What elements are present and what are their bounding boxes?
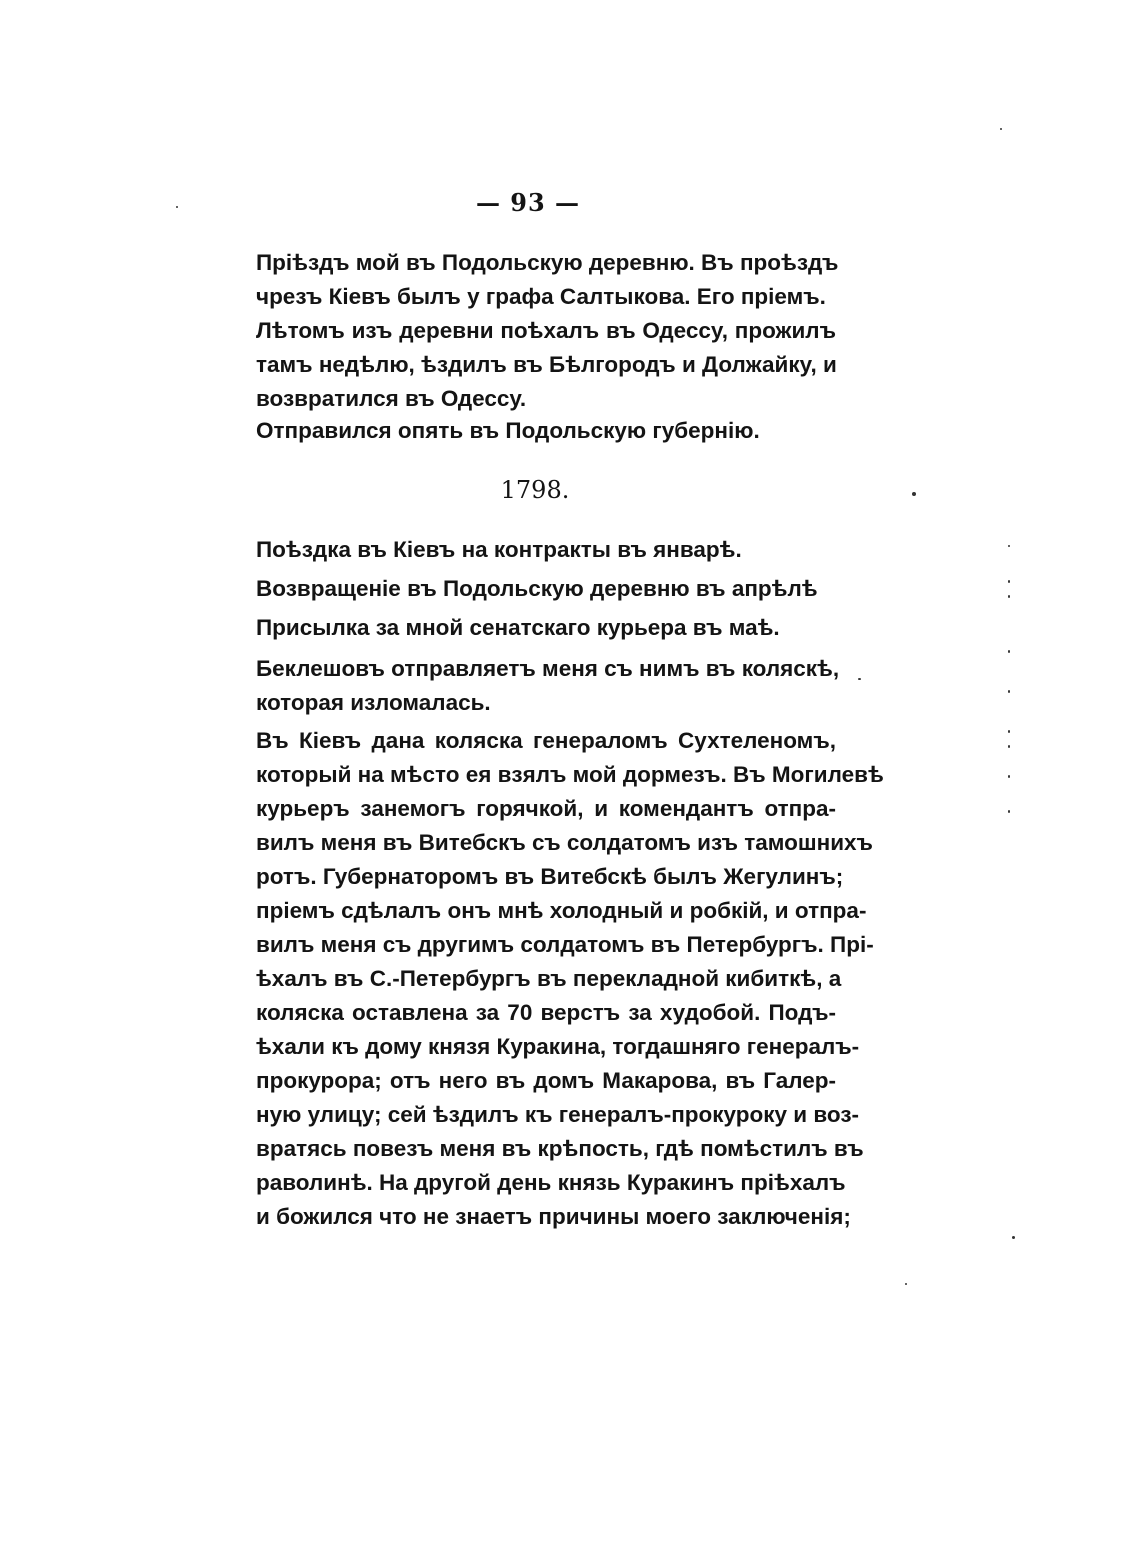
text-line: курьеръ занемогъ горячкой, и комендантъ отпра- <box>256 796 836 821</box>
text-line: ѣхалъ въ С.-Петербургъ въ перекладной кибиткѣ, а <box>256 966 842 991</box>
text-line: ротъ. Губернаторомъ въ Витебскѣ былъ Жегулинъ; <box>256 864 844 889</box>
text-line: чрезъ Кіевъ былъ у графа Салтыкова. Его пріемъ. <box>256 284 826 309</box>
text-line: Возвращеніе въ Подольскую деревню въ апрѣлѣ <box>256 576 818 601</box>
text-line: вилъ меня въ Витебскъ съ солдатомъ изъ тамошнихъ <box>256 830 873 855</box>
text-line: Отправился опять въ Подольскую губернію. <box>256 418 760 443</box>
scan-speck <box>1008 650 1010 653</box>
year-heading: 1798. <box>500 476 570 504</box>
text-line: Лѣтомъ изъ деревни поѣхалъ въ Одессу, прожилъ <box>256 318 836 343</box>
text-line: возвратился въ Одессу. <box>256 386 527 411</box>
text-line: прокурора; отъ него въ домъ Макарова, въ Галер- <box>256 1068 836 1093</box>
text-line: вратясь повезъ меня въ крѣпость, гдѣ помѣстилъ въ <box>256 1136 864 1161</box>
text-line: Поѣздка въ Кіевъ на контракты въ январѣ. <box>256 537 742 562</box>
text-line: ѣхали къ дому князя Куракина, тогдашняго генералъ- <box>256 1034 860 1059</box>
scan-speck <box>1008 580 1010 583</box>
text-line: тамъ недѣлю, ѣздилъ въ Бѣлгородъ и Должайку, и <box>256 352 837 377</box>
text-line: Беклешовъ отправляетъ меня съ нимъ въ коляскѣ, <box>256 656 840 681</box>
scan-speck <box>1008 730 1010 733</box>
scan-speck <box>912 492 916 496</box>
paragraph-podolsk-return <box>256 414 836 448</box>
text-line: коляска оставлена за 70 верстъ за худобой. Подъ- <box>256 1000 836 1025</box>
paragraph-beklešov <box>256 652 840 720</box>
text-line: который на мѣсто ея взялъ мой дормезъ. Въ Могилевѣ <box>256 762 884 787</box>
scan-speck <box>1008 810 1010 813</box>
paragraph-courier <box>256 611 836 645</box>
text-line: Въ Кіевъ дана коляска генераломъ Сухтеленомъ, <box>256 728 836 753</box>
paragraph-return-april <box>256 572 836 606</box>
paragraph-arrival <box>256 246 839 314</box>
scan-speck <box>1008 545 1010 547</box>
scan-speck <box>1008 745 1010 748</box>
text-line: пріемъ сдѣлалъ онъ мнѣ холодный и робкій, и отпра- <box>256 898 867 923</box>
page-number: — 93 — <box>475 188 581 217</box>
scan-speck <box>1008 595 1010 598</box>
text-line: ную улицу; сей ѣздилъ къ генералъ-прокуроку и воз- <box>256 1102 860 1127</box>
scan-speck <box>1008 775 1010 778</box>
paragraph-kiev-trip <box>256 533 836 567</box>
paragraph-odessa <box>256 314 836 416</box>
text-line: которая изломалась. <box>256 690 491 715</box>
text-line: и божился что не знаетъ причины моего заключенія; <box>256 1204 851 1229</box>
text-line: Пріѣздъ мой въ Подольскую деревню. Въ проѣздъ <box>256 250 839 275</box>
scan-speck <box>1000 128 1002 130</box>
text-line: вилъ меня съ другимъ солдатомъ въ Петербургъ. Прі- <box>256 932 874 957</box>
paragraph-journey-narrative <box>256 724 884 1234</box>
scan-speck <box>1008 690 1010 693</box>
text-line: раволинѣ. На другой день князь Куракинъ пріѣхалъ <box>256 1170 846 1195</box>
scan-speck <box>858 678 861 680</box>
text-line: Присылка за мной сенатскаго курьера въ маѣ. <box>256 615 780 640</box>
scan-speck <box>1012 1236 1015 1239</box>
scan-speck <box>176 206 178 208</box>
scan-speck <box>905 1283 907 1285</box>
